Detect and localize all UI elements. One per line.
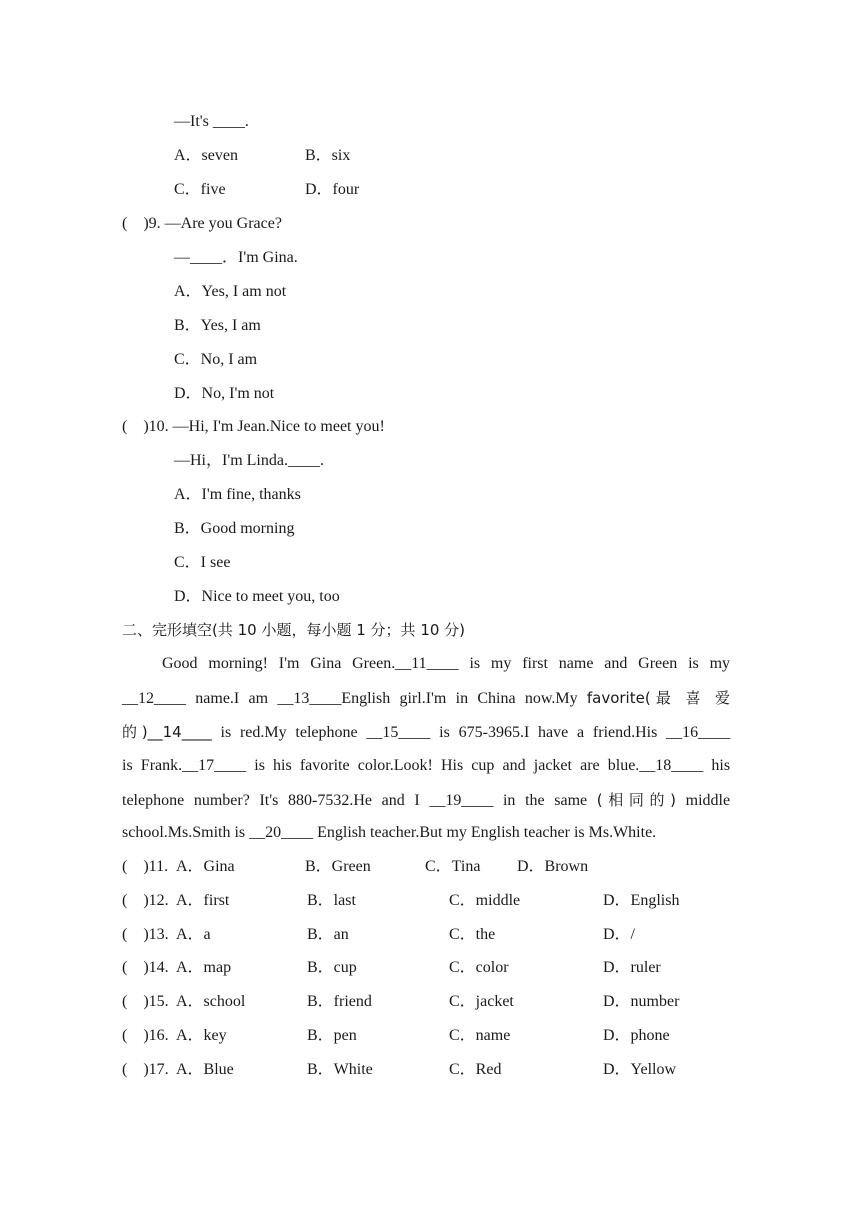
passage-word: 爱 — [715, 689, 731, 707]
cloze-17-option-a: A．Blue — [176, 1061, 234, 1078]
passage-word: and — [502, 757, 526, 774]
question-number: 13. — [148, 926, 169, 943]
cloze-15-option-c: C．jacket — [449, 993, 514, 1010]
answer-paren: ( ) — [122, 418, 149, 435]
cloze-row-15-number — [122, 992, 169, 1012]
passage-word: cup — [471, 757, 495, 774]
cloze-17-option-d: D．Yellow — [603, 1061, 677, 1078]
passage-word: his — [273, 757, 292, 774]
q8-answer-line: —It's ____. — [174, 113, 249, 130]
q8-option-d: D．four — [305, 181, 360, 198]
passage-word: __15____ — [366, 724, 431, 741]
passage-word: 喜 — [685, 689, 706, 707]
question-number: 11. — [148, 858, 169, 875]
cloze-16-option-a: A．key — [176, 1027, 227, 1044]
q10-option-a: A．I'm fine, thanks — [174, 486, 301, 503]
cloze-12-option-c: C．middle — [449, 892, 521, 909]
passage-word: __19____ — [429, 792, 494, 809]
q10-option-d: D．Nice to meet you, too — [174, 588, 340, 605]
passage-word: number? — [193, 792, 250, 809]
cloze-row-14-number — [122, 958, 169, 978]
cloze-15-option-b: B．friend — [307, 993, 372, 1010]
passage-word: my — [490, 655, 512, 672]
passage-line — [122, 790, 730, 811]
cloze-12-option-a: A．first — [176, 892, 230, 909]
passage-word: I'm — [278, 655, 300, 672]
cloze-11-option-a: A．Gina — [176, 858, 235, 875]
passage-word: first — [522, 655, 548, 672]
question-number: 16. — [148, 1027, 169, 1044]
passage-word: telephone — [295, 724, 358, 741]
passage-line — [162, 654, 730, 674]
cloze-11-option-b: B．Green — [305, 858, 371, 875]
answer-paren: ( ) — [122, 1061, 149, 1078]
passage-word: favorite(最 — [586, 689, 677, 707]
cloze-row-11-number — [122, 857, 168, 877]
answer-paren: ( ) — [122, 926, 149, 943]
question-text: 9. —Are you Grace? — [148, 215, 282, 232]
passage-word: is — [688, 655, 699, 672]
cloze-13-option-d: D．/ — [603, 926, 636, 943]
cloze-14-option-d: D．ruler — [603, 959, 661, 976]
passage-word: the — [525, 792, 545, 809]
q10-option-b: B．Good morning — [174, 520, 295, 537]
passage-word: __16____ — [666, 724, 731, 741]
answer-paren: ( ) — [122, 215, 149, 232]
answer-paren: ( ) — [122, 858, 149, 875]
q10-stem — [122, 417, 385, 437]
passage-word: and — [381, 792, 405, 809]
question-number: 12. — [148, 892, 169, 909]
q9-option-c: C．No, I am — [174, 351, 258, 368]
cloze-12-option-d: D．English — [603, 892, 680, 909]
cloze-row-17-number — [122, 1060, 169, 1080]
passage-word: Green.__11____ — [352, 655, 459, 672]
q9-option-b: B．Yes, I am — [174, 317, 261, 334]
cloze-row-12-number — [122, 891, 169, 911]
passage-word: It's — [259, 792, 279, 809]
passage-word: China — [477, 690, 516, 707]
passage-word: friend.His — [592, 724, 658, 741]
passage-word: and — [604, 655, 628, 672]
passage-word: is — [439, 724, 450, 741]
passage-word: favorite — [299, 757, 350, 774]
cloze-16-option-d: D．phone — [603, 1027, 670, 1044]
cloze-14-option-b: B．cup — [307, 959, 357, 976]
question-number: 14. — [148, 959, 169, 976]
q10-option-c: C．I see — [174, 554, 231, 571]
passage-word: __13____English — [277, 690, 391, 707]
passage-word: color.Look! — [357, 757, 433, 774]
cloze-12-option-b: B．last — [307, 892, 356, 909]
passage-line — [122, 823, 656, 843]
passage-word: my — [709, 655, 731, 672]
passage-word: 的)__14____ — [122, 723, 212, 741]
passage-word: red.My — [239, 724, 287, 741]
answer-paren: ( ) — [122, 1027, 149, 1044]
cloze-14-option-c: C．color — [449, 959, 509, 976]
cloze-13-option-b: B．an — [307, 926, 349, 943]
cloze-17-option-b: B．White — [307, 1061, 373, 1078]
passage-word: in — [502, 792, 516, 809]
passage-word: name.I — [195, 690, 240, 707]
passage-word: Good — [162, 655, 198, 672]
q8-option-b: B．six — [305, 147, 351, 164]
cloze-13-option-c: C．the — [449, 926, 496, 943]
question-text: 10. —Hi, I'm Jean.Nice to meet you! — [148, 418, 385, 435]
section-heading: 二、完形填空(共 10 小题，每小题 1 分；共 10 分) — [122, 621, 466, 639]
question-number: 17. — [148, 1061, 169, 1078]
passage-word: name — [558, 655, 594, 672]
cloze-row-16-number — [122, 1026, 169, 1046]
q10-reply: —Hi，I'm Linda.____. — [174, 452, 324, 469]
passage-word: Frank.__17____ — [140, 757, 247, 774]
passage-word: I — [414, 792, 420, 809]
q8-option-a: A．seven — [174, 147, 238, 164]
passage-word: now.My — [524, 690, 578, 707]
passage-word: school.Ms.Smith is __20____ English teacher.But my English teacher is Ms.White. — [122, 824, 657, 841]
passage-word: jacket — [533, 757, 572, 774]
passage-word: are — [580, 757, 600, 774]
cloze-row-13-number — [122, 925, 169, 945]
passage-line — [122, 688, 730, 709]
cloze-11-option-c: C．Tina — [425, 858, 481, 875]
passage-word: morning! — [208, 655, 268, 672]
passage-word: (相同的) — [596, 791, 677, 809]
passage-word: __12____ — [122, 690, 186, 707]
q9-option-a: A．Yes, I am not — [174, 283, 287, 300]
passage-word: in — [455, 690, 469, 707]
passage-word: is — [469, 655, 481, 672]
passage-word: am — [248, 690, 269, 707]
passage-word: his — [711, 757, 731, 774]
answer-paren: ( ) — [122, 959, 149, 976]
passage-word: have — [538, 724, 569, 741]
q8-option-c: C．five — [174, 181, 226, 198]
question-number: 15. — [148, 993, 169, 1010]
cloze-16-option-b: B．pen — [307, 1027, 357, 1044]
passage-word: is — [254, 757, 265, 774]
passage-line — [122, 722, 730, 743]
q9-option-d: D．No, I'm not — [174, 385, 275, 402]
passage-word: Green — [638, 655, 678, 672]
passage-line — [122, 756, 730, 776]
cloze-16-option-c: C．name — [449, 1027, 511, 1044]
passage-word: is — [220, 724, 232, 741]
passage-word: His — [440, 757, 464, 774]
passage-word: same — [554, 792, 588, 809]
passage-word: 675-3965.I — [458, 724, 530, 741]
q9-reply: —____．I'm Gina. — [174, 249, 298, 266]
cloze-15-option-d: D．number — [603, 993, 680, 1010]
passage-word: Gina — [310, 655, 342, 672]
cloze-14-option-a: A．map — [176, 959, 232, 976]
cloze-11-option-d: D．Brown — [517, 858, 589, 875]
passage-word: girl.I'm — [399, 690, 447, 707]
passage-word: 880-7532.He — [288, 792, 372, 809]
cloze-13-option-a: A．a — [176, 926, 211, 943]
cloze-17-option-c: C．Red — [449, 1061, 502, 1078]
q9-stem — [122, 214, 282, 234]
passage-word: telephone — [122, 792, 185, 809]
passage-word: a — [577, 724, 585, 741]
answer-paren: ( ) — [122, 993, 149, 1010]
passage-word: is — [122, 757, 133, 774]
answer-paren: ( ) — [122, 892, 149, 909]
passage-word: middle — [685, 792, 731, 809]
passage-word: blue.__18____ — [607, 757, 704, 774]
cloze-15-option-a: A．school — [176, 993, 246, 1010]
